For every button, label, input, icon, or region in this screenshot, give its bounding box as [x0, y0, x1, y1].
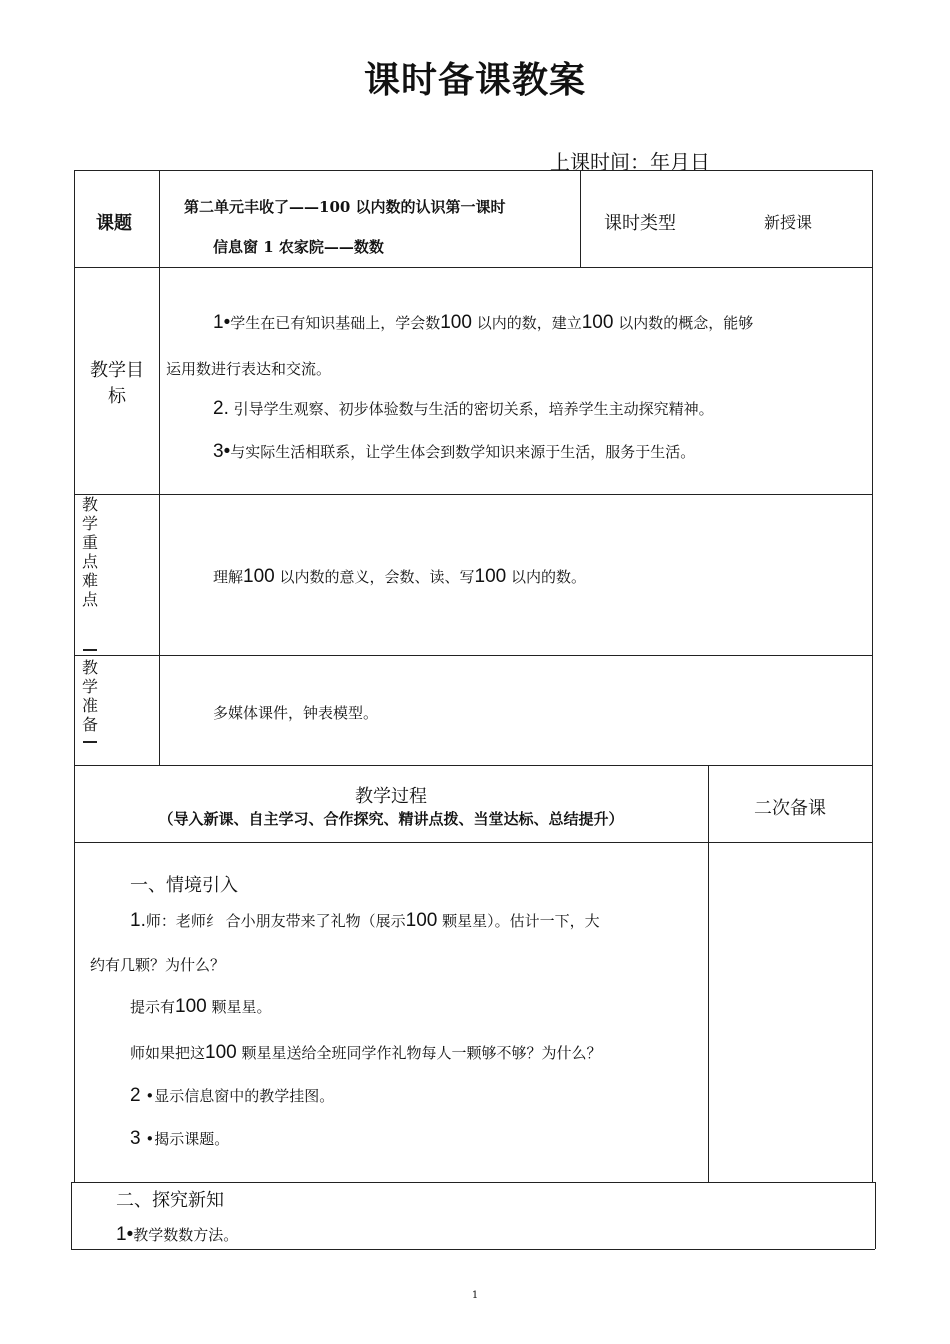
process-item-2: 提示有100 颗星星。 [130, 996, 272, 1017]
process-item-1-cont: 约有几颗？为什么？ [90, 956, 226, 974]
class-time: 上课时间：年月日 [550, 150, 710, 174]
section-1-title: 一、情境引入 [130, 875, 238, 896]
lesson-type-label: 课时类型 [604, 213, 676, 234]
preparation-text: 多媒体课件，钟表模型。 [213, 704, 379, 722]
process-subtitle: （导入新课、自主学习、合作探究、精讲点拨、当堂达标、总结提升） [158, 810, 624, 828]
topic-line-2: 信息窗 1 农家院——数数 [213, 238, 384, 256]
topic-label: 课题 [96, 213, 132, 234]
process-item-4: 2 •显示信息窗中的教学挂图。 [130, 1085, 335, 1106]
document-title: 课时备课教案 [363, 60, 586, 101]
section-2-title: 二、探究新知 [116, 1190, 224, 1211]
lesson-type-value: 新授课 [764, 213, 813, 232]
process-title: 教学过程 [355, 786, 427, 807]
objectives-label: 教学目标 [90, 360, 144, 407]
page-number: 1 [471, 1290, 479, 1301]
key-points-label: 教 学 重 点 难 点 [81, 495, 98, 609]
process-item-6: 1•教学数数方法。 [116, 1224, 239, 1245]
topic-line-1: 第二单元丰收了——100 以内数的认识第一课时 [184, 198, 506, 216]
process-item-3: 师如果把这100 颗星星送给全班同学作礼物每人一颗够不够？为什么？ [130, 1042, 602, 1063]
objective-2: 2. 引导学生观察、初步体验数与生活的密切关系，培养学生主动探究精神。 [213, 398, 714, 419]
process-item-5: 3 •揭示课题。 [130, 1128, 230, 1149]
preparation-label: 教 学 准 备 [79, 642, 101, 750]
process-item-1: 1.师：老师纟 合小朋友带来了礼物（展示100 颗星星）。估计一下，大 [130, 910, 600, 931]
second-prep-label: 二次备课 [754, 798, 826, 819]
key-points-text: 理解100 以内数的意义，会数、读、写100 以内的数。 [213, 566, 587, 587]
objective-1: 1•学生在已有知识基础上，学会数100 以内的数，建立100 以内数的概念，能够 [213, 312, 754, 333]
objective-1-cont: 运用数进行表达和交流。 [166, 360, 332, 378]
objective-3: 3•与实际生活相联系，让学生体会到数学知识来源于生活，服务于生活。 [213, 441, 696, 462]
